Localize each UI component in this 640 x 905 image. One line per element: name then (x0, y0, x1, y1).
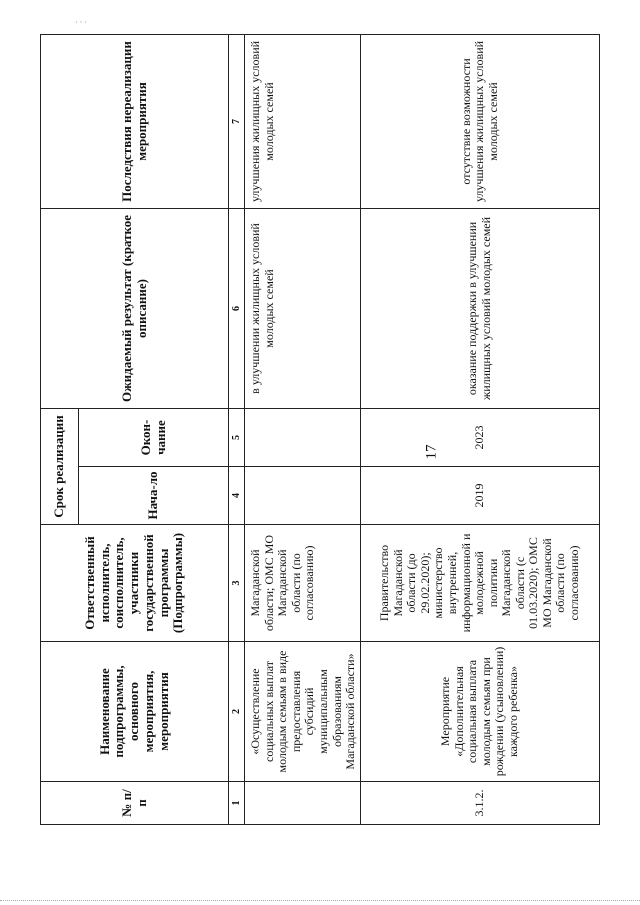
header-row (41, 34, 79, 824)
row-end (245, 408, 360, 466)
row-end: 2023 (360, 408, 599, 466)
header-consequence: Последствия нереализации мероприятия (41, 34, 229, 208)
row-start (245, 467, 360, 525)
column-number: 3 (229, 525, 245, 642)
header-term: Срок реализации (41, 408, 79, 524)
program-table-rotated (40, 35, 600, 825)
header-name: Наименование подпрограммы, основного мероприятия, мероприятия (41, 642, 229, 782)
header-end: Окон-чание (79, 408, 229, 466)
table-row (245, 34, 360, 824)
table-row (360, 34, 599, 824)
page-number: 17 (423, 444, 440, 460)
row-result: оказание поддержки в улучшении жилищных условий молодых семей (360, 208, 599, 408)
row-consequence: отсутствие возможности улучшения жилищных условий молодых семей (360, 34, 599, 208)
column-number: 4 (229, 467, 245, 525)
header-num: № п/п (41, 782, 229, 825)
header-result: Ожидаемый результат (краткое описание) (41, 208, 229, 408)
row-result: в улучшении жилищных условий молодых семей (245, 208, 360, 408)
row-executor: Магаданской области; ОМС МО Магаданской области (по согласованию) (245, 525, 360, 642)
corner-mark: · · · (75, 18, 87, 27)
row-start: 2019 (360, 467, 599, 525)
column-number: 7 (229, 34, 245, 208)
column-number-row (229, 34, 245, 824)
row-name: Мероприятие «Дополнительная социальная выплата молодым семьям при рождении (усыновлении) каждого ребенка» (360, 642, 599, 782)
row-num (245, 782, 360, 825)
header-start: Нача-ло (79, 467, 229, 525)
header-executor: Ответственный исполнитель, соисполнитель, участники государственной программы (Подпрограммы) (41, 525, 229, 642)
bottom-rule (0, 900, 640, 901)
row-num: 3.1.2. (360, 782, 599, 825)
program-table (40, 34, 600, 825)
row-consequence: улучшения жилищных условий молодых семей (245, 34, 360, 208)
column-number: 1 (229, 782, 245, 825)
row-name: «Осуществление социальных выплат молодым семьям в виде предоставления субсидий муниципальным образованиям Магаданской области» (245, 642, 360, 782)
column-number: 6 (229, 208, 245, 408)
column-number: 2 (229, 642, 245, 782)
row-executor: Правительство Магаданской области (до 29.02.2020); министерство внутренней, информационной и молодежной политики Магаданской области (с 01.03.2020); ОМС МО Магаданской области (по согласованию) (360, 525, 599, 642)
column-number: 5 (229, 408, 245, 466)
